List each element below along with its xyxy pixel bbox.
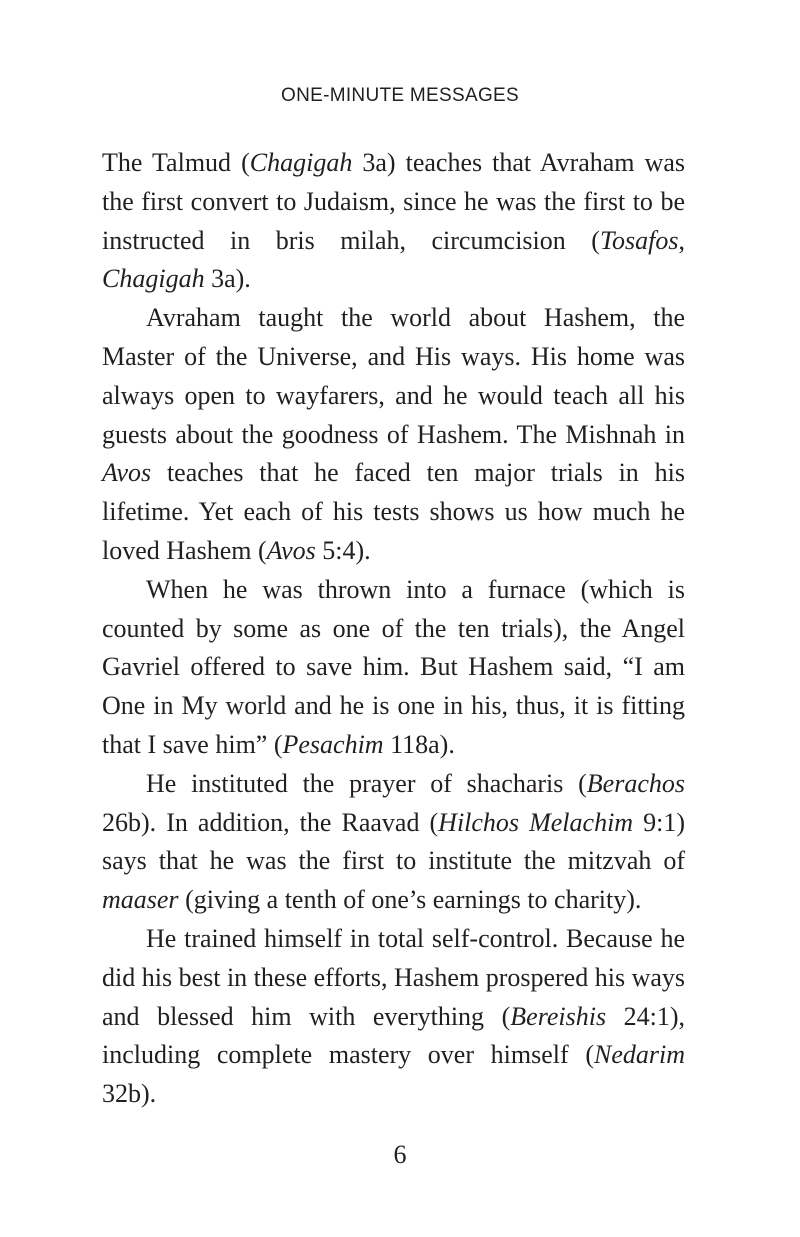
italic-citation: Chagigah	[102, 264, 205, 294]
text-run: Avraham taught the world about Hashem, the Master of the Universe, and His ways. His home was always open to wayfarers, and he would teach all his guests about the goodness of Hashem. The Mishnah in	[102, 303, 685, 449]
text-run: 9:1) says that he was the first to institute the mitzvah of	[102, 807, 686, 876]
text-run: 5:4).	[315, 535, 371, 565]
italic-citation: Bereishis	[510, 1001, 607, 1031]
text-run: 32b).	[102, 1079, 157, 1109]
italic-citation: Avos	[266, 535, 316, 565]
paragraph	[102, 571, 685, 765]
text-run: 26b). In addition, the Raavad (	[102, 807, 439, 837]
italic-citation: Tosafos	[599, 225, 679, 255]
paragraph	[102, 144, 685, 299]
text-run: He trained himself in total self-control. Because he did his best in these efforts, Hashem prospered his ways and blessed him with everything (	[102, 923, 685, 1031]
italic-citation: Avos	[102, 458, 152, 488]
italic-citation: maaser	[102, 885, 179, 915]
italic-citation: Chagigah	[249, 148, 353, 177]
text-run: teaches that he faced ten major trials in his lifetime. Yet each of his tests shows us how much he loved Hashem (	[102, 458, 685, 565]
paragraph	[102, 765, 685, 920]
text-run: 24:1), including complete mastery over himself (	[102, 1001, 685, 1070]
body-text	[102, 144, 685, 1114]
text-run: 3a) teaches that Avraham was the first convert to Judaism, since he was the first to be instructed in bris milah, circumcision (	[102, 148, 686, 255]
text-run: 118a).	[383, 729, 455, 759]
italic-citation: Nedarim	[594, 1040, 685, 1070]
text-run: (giving a tenth of one’s earnings to charity).	[178, 885, 642, 915]
text-run: 3a).	[204, 264, 251, 294]
running-header-title: ONE-MINUTE MESSAGES	[281, 85, 519, 106]
italic-citation: Hilchos Melachim	[438, 807, 634, 837]
text-run: ,	[678, 225, 685, 255]
paragraph	[102, 299, 685, 571]
italic-citation: Berachos	[586, 768, 685, 798]
text-run: When he was thrown into a furnace (which is counted by some as one of the ten trials), the Angel Gavriel offered to save him. But Hashem said, “I am One in My world and he is one in his, thus, it is fitting that I save him” (	[102, 574, 685, 759]
text-run: He instituted the prayer of shacharis (	[146, 768, 587, 798]
text-run: The Talmud (	[102, 148, 250, 177]
paragraph	[102, 920, 685, 1114]
page-number: 6	[393, 1140, 407, 1169]
italic-citation: Pesachim	[282, 729, 384, 759]
